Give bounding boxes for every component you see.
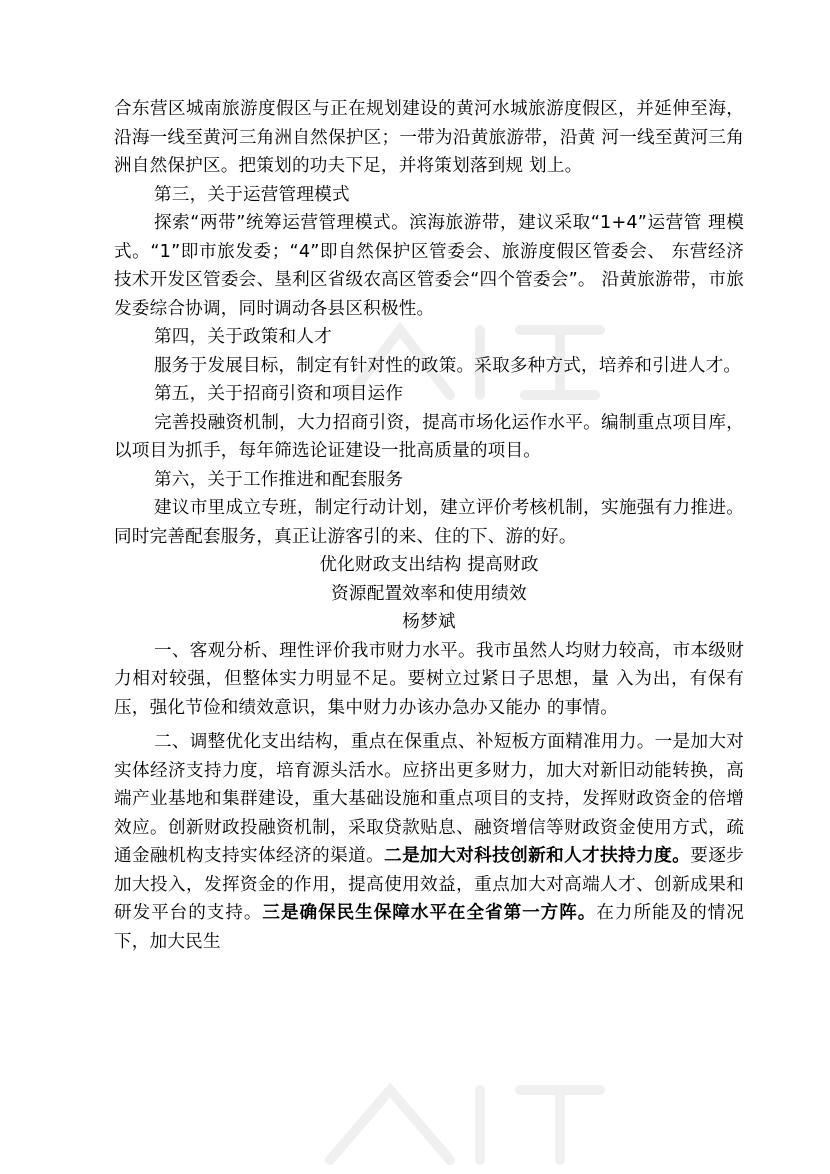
paragraph-spending-structure [114, 728, 744, 956]
spending-text-1: 二、调整优化支出结构，重点在保重点、补短板方面精准用力。一是加大对实体经济支持力度，培育源头活水。应挤出更多财力，加大对新旧动能转换，高端产业基地和集群建设，重大基础设施和重点项目的支持，发挥财政资金的倍增效应。创新财政投融资机制，采取贷款贴息、融资增信等财政资金使用方式，疏通金融机构支持实体经济的渠道。 [114, 732, 744, 866]
article-title-line-2: 资源配置效率和使用绩效 [331, 583, 527, 604]
heading-fourth: 第四，关于政策和人才 [154, 327, 332, 347]
paragraph-investment: 完善投融资机制，大力招商引资，提高市场化运作水平。编制重点项目库，以项目为抓手，每年筛选论证建设一批高质量的项目。 [114, 412, 744, 461]
article-title-line-1: 优化财政支出结构 提高财政 [319, 555, 539, 575]
heading-sixth: 第六，关于工作推进和配套服务 [154, 469, 404, 490]
spending-text-2: 要逐步加大投入，发挥资金的作用，提高使用效益，重点加大对高端人才、创新成果和研发平台的支持。 [114, 846, 744, 923]
document-body [114, 95, 744, 956]
paragraph-tourism-zones: 合东营区城南旅游度假区与正在规划建设的黄河水城旅游度假区，并延伸至海，沿海一线至黄河三角洲自然保护区；一带为沿黄旅游带，沿黄 河一线至黄河三角洲自然保护区。把策划的功夫下足，并将策划落到规 划上。 [114, 99, 744, 176]
paragraph-work-promotion: 建议市里成立专班，制定行动计划，建立评价考核机制，实施强有力推进。同时完善配套服务，真正让游客引的来、住的下、游的好。 [114, 498, 744, 547]
spending-emphasis-3: 三是确保民生保障水平在全省第一方阵。 [262, 903, 597, 923]
paragraph-management-mode: 探索“两带”统筹运营管理模式。滨海旅游带，建议采取“1+4”运营管 理模式。“1”即市旅发委；“4”即自然保护区管委会、旅游度假区管委会、 东营经济技术开发区管委会、垦利区省级农高区管委会“四个管委会”。 沿黄旅游带，市旅发委综合协调，同时调动各县区积极性。 [114, 213, 744, 319]
paragraph-financial-analysis: 一、客观分析、理性评价我市财力水平。我市虽然人均财力较高，市本级财力相对较强，但整体实力明显不足。要树立过紧日子思想，量 入为出，有保有压，强化节俭和绩效意识，集中财力办该办急办又能办 的事情。 [114, 640, 744, 718]
article-author: 杨梦斌 [402, 612, 456, 632]
heading-third: 第三，关于运营管理模式 [154, 184, 350, 205]
heading-fifth: 第五，关于招商引资和项目运作 [154, 384, 404, 404]
paragraph-policy-talent: 服务于发展目标，制定有针对性的政策。采取多种方式，培养和引进人才。 [154, 355, 742, 376]
watermark-logo-bottom [300, 1050, 630, 1174]
spending-text-3: 在力所能及的情况下，加大民生 [114, 903, 744, 952]
spending-emphasis-2: 二是加大对科技创新和人才扶持力度。 [384, 846, 691, 866]
